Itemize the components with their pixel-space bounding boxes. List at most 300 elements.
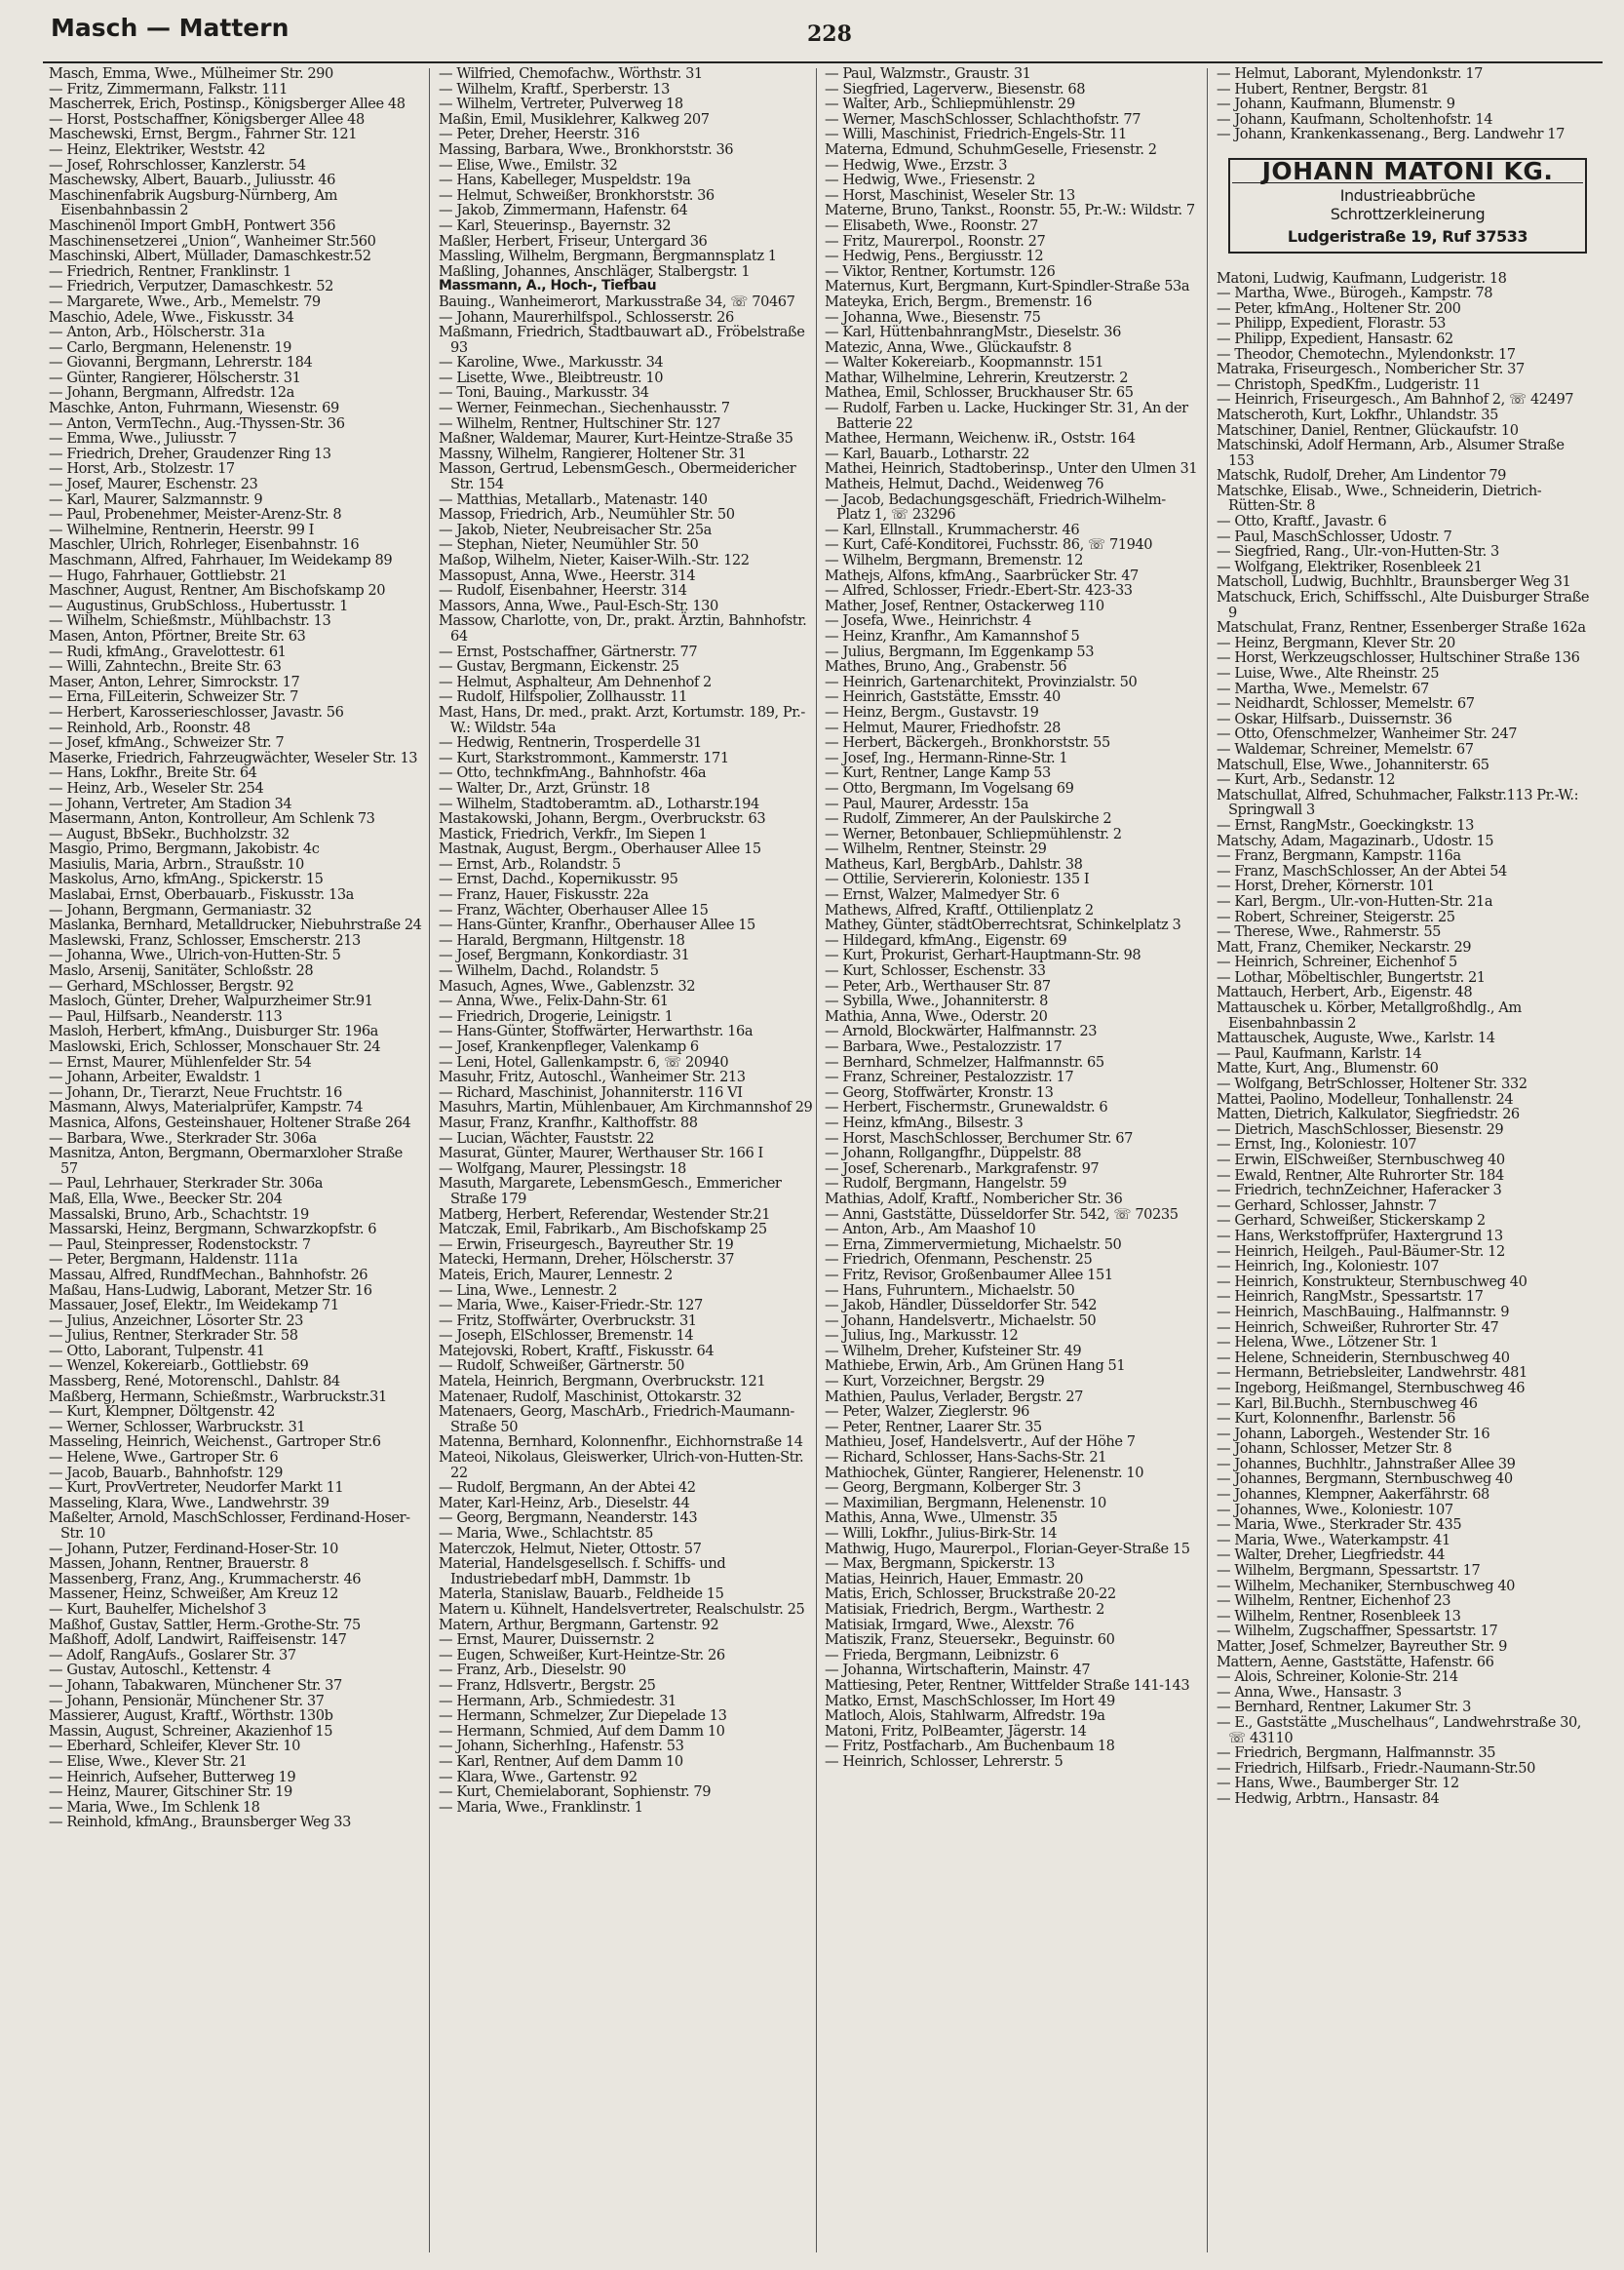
directory-entry: — Arnold, Blockwärter, Halfmannstr. 23	[825, 1023, 1098, 1040]
directory-entry: — Jakob, Nieter, Neubreisacher Str. 25a	[439, 521, 712, 538]
directory-entry: — Toni, Bauing., Markusstr. 34	[439, 384, 649, 402]
directory-entry: Massen, Johann, Rentner, Brauerstr. 8	[49, 1555, 309, 1573]
directory-entry: — Wilhelm, Zugschaffner, Spessartstr. 17	[1217, 1623, 1498, 1640]
directory-entry: Maschinski, Albert, Müllader, Damaschkestr.52	[49, 248, 371, 265]
directory-entry: — Karl, Steuerinsp., Bayernstr. 32	[439, 216, 672, 234]
directory-entry: — Kurt, Bauhelfer, Michelshof 3	[49, 1600, 267, 1618]
directory-entry: — Siegfried, Lagerverw., Biesenstr. 68	[825, 80, 1086, 98]
directory-entry: — Willi, Zahntechn., Breite Str. 63	[49, 658, 282, 676]
directory-entry: — Peter, Rentner, Laarer Str. 35	[825, 1418, 1042, 1435]
directory-entry: Mathews, Alfred, Kraftf., Ottilienplatz 2	[825, 901, 1094, 919]
directory-entry: — Elisabeth, Wwe., Roonstr. 27	[825, 216, 1039, 234]
directory-entry: — Franz, MaschSchlosser, An der Abtei 54	[1217, 862, 1507, 880]
directory-entry: Matraka, Friseurgesch., Nombericher Str. 37	[1217, 361, 1525, 378]
directory-entry: — Johann, Tabakwaren, Münchener Str. 37	[49, 1676, 342, 1694]
column-divider	[816, 68, 817, 2252]
directory-entry: — Johann, Rollgangfhr., Düppelstr. 88	[825, 1145, 1082, 1162]
directory-entry: — Werner, MaschSchlosser, Schlachthofstr. 77	[825, 110, 1141, 128]
directory-entry: — Wilhelm, Rentner, Eichenhof 23	[1217, 1592, 1451, 1610]
directory-entry: Matscholl, Ludwig, Buchhltr., Braunsberger Weg 31	[1217, 573, 1571, 591]
directory-entry: — Harald, Bergmann, Hiltgenstr. 18	[439, 931, 685, 949]
directory-entry: — Werner, Schlosser, Warbruckstr. 31	[49, 1418, 306, 1435]
directory-entry: Maskolus, Arno, kfmAng., Spickerstr. 15	[49, 871, 324, 888]
directory-entry: — Johann, Schlosser, Metzer Str. 8	[1217, 1440, 1452, 1458]
directory-entry: Massny, Wilhelm, Rangierer, Holtener Str. 31	[439, 445, 747, 462]
directory-entry: Mathia, Anna, Wwe., Oderstr. 20	[825, 1007, 1048, 1025]
directory-entry: — Paul, Walzmstr., Graustr. 31	[825, 65, 1031, 82]
directory-entry: — Christoph, SpedKfm., Ludgeristr. 11	[1217, 375, 1481, 393]
directory-entry: — Otto, Bergmann, Im Vogelsang 69	[825, 779, 1074, 797]
directory-entry: — Josefa, Wwe., Heinrichstr. 4	[825, 612, 1031, 630]
directory-entry: — Helena, Wwe., Lötzener Str. 1	[1217, 1334, 1439, 1351]
directory-entry: — Johann, Krankenkassenang., Berg. Landwehr 17	[1217, 126, 1565, 143]
directory-entry: — Peter, Dreher, Heerstr. 316	[439, 126, 639, 143]
directory-entry: — Heinz, Bergmann, Klever Str. 20	[1217, 634, 1455, 651]
directory-entry: — Herbert, Karosserieschlosser, Javastr. 56	[49, 703, 344, 721]
directory-entry: Matloch, Alois, Stahlwarm, Alfredstr. 19a	[825, 1707, 1105, 1725]
directory-entry: Materla, Stanislaw, Bauarb., Feldheide 15	[439, 1585, 724, 1603]
directory-entry: — Rudolf, Zimmerer, An der Paulskirche 2	[825, 810, 1112, 828]
directory-entry: — Wilhelmine, Rentnerin, Heerstr. 99 I	[49, 521, 314, 538]
directory-entry: — Karoline, Wwe., Markusstr. 34	[439, 354, 664, 372]
directory-entry: — Hans, Fuhruntern., Michaelstr. 50	[825, 1281, 1075, 1299]
directory-entry: — Kurt, Arb., Sedanstr. 12	[1217, 771, 1396, 789]
directory-entry: Maschio, Adele, Wwe., Fiskusstr. 34	[49, 308, 294, 326]
directory-entry: — Paul, Steinpresser, Rodenstockstr. 7	[49, 1235, 311, 1253]
directory-entry: — Heinrich, Ing., Koloniestr. 107	[1217, 1258, 1440, 1275]
directory-entry: — Hans, Kabelleger, Muspeldstr. 19a	[439, 172, 691, 189]
directory-entry: Maschner, August, Rentner, Am Bischofskamp 20	[49, 582, 386, 600]
directory-entry: Matejovski, Robert, Kraftf., Fiskusstr. 64	[439, 1342, 715, 1359]
directory-entry: — Peter, Arb., Werthauser Str. 87	[825, 977, 1051, 995]
column-divider	[1207, 68, 1208, 2252]
directory-entry: — Georg, Stoffwärter, Kronstr. 13	[825, 1083, 1054, 1101]
directory-entry: Mathei, Heinrich, Stadtoberinsp., Unter den Ulmen 31	[825, 460, 1198, 478]
directory-entry: Masson, Gertrud, LebensmGesch., Obermeidericher Str. 154	[439, 460, 796, 493]
directory-column-1	[49, 66, 423, 1830]
directory-entry: Masuth, Margarete, LebensmGesch., Emmericher Straße 179	[439, 1175, 782, 1207]
directory-entry: Matschinski, Adolf Hermann, Arb., Alsumer Straße 153	[1217, 437, 1565, 469]
directory-entry: Matisiak, Irmgard, Wwe., Alexstr. 76	[825, 1616, 1074, 1633]
directory-entry: Maßhof, Gustav, Sattler, Herm.-Grothe-Str. 75	[49, 1616, 361, 1633]
directory-entry: — Julius, Anzeichner, Lösorter Str. 23	[49, 1311, 303, 1329]
directory-entry: — Peter, Walzer, Zieglerstr. 96	[825, 1403, 1029, 1421]
directory-entry: — Wilhelm, Dreher, Kufsteiner Str. 49	[825, 1342, 1082, 1359]
directory-entry: Matberg, Herbert, Referendar, Westender Str.21	[439, 1205, 771, 1223]
directory-entry: — Jakob, Händler, Düsseldorfer Str. 542	[825, 1297, 1098, 1314]
directory-entry: — Friedrich, Dreher, Graudenzer Ring 13	[49, 445, 331, 462]
directory-entry: — Fritz, Postfacharb., Am Buchenbaum 18	[825, 1738, 1115, 1755]
directory-entry: — Wilfried, Chemofachw., Wörthstr. 31	[439, 65, 703, 82]
directory-entry: — Johann, Dr., Tierarzt, Neue Fruchtstr. 16	[49, 1083, 342, 1101]
directory-entry: — Wilhelm, Rentner, Rosenbleek 13	[1217, 1607, 1461, 1624]
directory-entry: — Paul, Probenehmer, Meister-Arenz-Str. 8	[49, 506, 342, 524]
directory-entry: Matczak, Emil, Fabrikarb., Am Bischofskamp 25	[439, 1221, 767, 1238]
directory-entry: — Fritz, Zimmermann, Falkstr. 111	[49, 80, 288, 98]
directory-entry: — Eugen, Schweißer, Kurt-Heintze-Str. 26	[439, 1646, 725, 1663]
directory-entry: — Margarete, Wwe., Arb., Memelstr. 79	[49, 293, 321, 310]
directory-entry: — Ernst, Postschaffner, Gärtnerstr. 77	[439, 643, 698, 660]
directory-entry: Matezic, Anna, Wwe., Glückaufstr. 8	[825, 338, 1072, 356]
directory-entry: Maslabai, Ernst, Oberbauarb., Fiskusstr. 13a	[49, 886, 354, 904]
directory-entry: Mathiebe, Erwin, Arb., Am Grünen Hang 51	[825, 1357, 1126, 1375]
directory-entry: — Hugo, Fahrhauer, Gottliebstr. 21	[49, 567, 288, 584]
directory-entry: Matecki, Hermann, Dreher, Hölscherstr. 37	[439, 1251, 735, 1269]
directory-entry: — Lucian, Wächter, Fauststr. 22	[439, 1129, 654, 1147]
directory-entry: — Gerhard, Schweißer, Stickerskamp 2	[1217, 1212, 1486, 1230]
directory-entry: Massling, Wilhelm, Bergmann, Bergmannsplatz 1	[439, 248, 777, 265]
directory-entry: Masmann, Alwys, Materialprüfer, Kampstr. 74	[49, 1099, 364, 1116]
directory-entry: — Wilhelm, Dachd., Rolandstr. 5	[439, 962, 659, 980]
directory-entry: — Ernst, Maurer, Mühlenfelder Str. 54	[49, 1053, 312, 1071]
directory-entry: — Ingeborg, Heißmangel, Sternbuschweg 46	[1217, 1379, 1526, 1396]
directory-entry: — Friedrich, Ofenmann, Peschenstr. 25	[825, 1251, 1093, 1269]
directory-entry: Mattern, Aenne, Gaststätte, Hafenstr. 66	[1217, 1653, 1494, 1670]
directory-entry: — Josef, Rohrschlosser, Kanzlerstr. 54	[49, 156, 306, 174]
directory-entry: — Anni, Gaststätte, Düsseldorfer Str. 542, ☏ 70235	[825, 1205, 1179, 1223]
directory-entry: Maßop, Wilhelm, Nieter, Kaiser-Wilh.-Str. 122	[439, 552, 750, 568]
directory-entry: — Friedrich, Rentner, Franklinstr. 1	[49, 262, 291, 280]
directory-entry: — Helene, Schneiderin, Sternbuschweg 40	[1217, 1349, 1510, 1366]
directory-entry: — Karl, Bil.Buchh., Sternbuschweg 46	[1217, 1394, 1478, 1412]
directory-entry: Maßner, Waldemar, Maurer, Kurt-Heintze-Straße 35	[439, 430, 793, 448]
directory-entry: Matela, Heinrich, Bergmann, Overbruckstr. 121	[439, 1373, 766, 1390]
directory-entry: — Waldemar, Schreiner, Memelstr. 67	[1217, 740, 1474, 758]
directory-entry: — Heinrich, Friseurgesch., Am Bahnhof 2, ☏ 42497	[1217, 391, 1574, 409]
directory-entry: Maschinenöl Import GmbH, Pontwert 356	[49, 216, 336, 234]
directory-entry: — Max, Bergmann, Spickerstr. 13	[825, 1555, 1055, 1573]
directory-entry: Maschinensetzerei „Union“, Wanheimer Str.560	[49, 232, 376, 250]
directory-entry: — Ottilie, Serviererin, Koloniestr. 135 I	[825, 871, 1090, 888]
directory-entry: — Heinrich, Schreiner, Eichenhof 5	[1217, 954, 1457, 971]
directory-entry: — Martha, Wwe., Bürogeh., Kampstr. 78	[1217, 285, 1493, 302]
directory-entry: Masch, Emma, Wwe., Mülheimer Str. 290	[49, 65, 333, 82]
directory-entry: Mattauschek u. Körber, Metallgroßhdlg., Am Eisenbahnbassin 2	[1217, 999, 1522, 1032]
directory-entry: — Jacob, Bedachungsgeschäft, Friedrich-Wilhelm-Platz 1, ☏ 23296	[825, 490, 1166, 524]
directory-entry: — Rudolf, Schweißer, Gärtnerstr. 50	[439, 1357, 685, 1375]
directory-entry: — Kurt, Kolonnenfhr., Barlenstr. 56	[1217, 1410, 1455, 1428]
directory-entry: — Johann, Laborgeh., Westender Str. 16	[1217, 1425, 1490, 1442]
directory-entry: Massenberg, Franz, Ang., Krummacherstr. 46	[49, 1570, 362, 1587]
directory-entry: Materna, Edmund, SchuhmGeselle, Friesenstr. 2	[825, 140, 1157, 158]
directory-entry: Masuhrs, Martin, Mühlenbauer, Am Kirchmannshof 29	[439, 1099, 813, 1116]
directory-entry: — Heinrich, Aufseher, Butterweg 19	[49, 1768, 296, 1785]
directory-entry: — Herbert, Fischermstr., Grunewaldstr. 6	[825, 1099, 1108, 1116]
directory-entry: — Johanna, Wirtschafterin, Mainstr. 47	[825, 1662, 1091, 1679]
directory-entry: — Franz, Bergmann, Kampstr. 116a	[1217, 847, 1461, 865]
directory-entry: — Jakob, Zimmermann, Hafenstr. 64	[439, 202, 688, 219]
directory-entry: — Josef, Krankenpfleger, Valenkamp 6	[439, 1038, 699, 1055]
directory-entry: — Johann, Maurerhilfspol., Schlosserstr. 26	[439, 308, 734, 326]
directory-entry: Massin, August, Schreiner, Akazienhof 15	[49, 1722, 333, 1740]
directory-entry: — Walter, Arb., Schliepmühlenstr. 29	[825, 96, 1075, 113]
directory-entry: — Anton, VermTechn., Aug.-Thyssen-Str. 36	[49, 414, 345, 432]
directory-entry: Massalski, Bruno, Arb., Schachtstr. 19	[49, 1205, 309, 1223]
directory-entry: — Hans, Lokfhr., Breite Str. 64	[49, 764, 257, 782]
directory-entry: — Hans, Wwe., Baumberger Str. 12	[1217, 1775, 1459, 1792]
directory-entry: Mathien, Paulus, Verlader, Bergstr. 27	[825, 1388, 1083, 1405]
directory-entry: — Horst, Postschaffner, Königsberger Allee 48	[49, 110, 365, 128]
directory-entry: — Johann, Bergmann, Germaniastr. 32	[49, 901, 312, 919]
directory-entry: — Wenzel, Kokereiarb., Gottliebstr. 69	[49, 1357, 309, 1375]
directory-entry: Matscheroth, Kurt, Lokfhr., Uhlandstr. 35	[1217, 406, 1498, 423]
directory-entry: — Matthias, Metallarb., Matenastr. 140	[439, 490, 708, 508]
directory-entry: — Werner, Feinmechan., Siechenhausstr. 7	[439, 400, 730, 417]
directory-entry: — Heinz, kfmAng., Bilsestr. 3	[825, 1114, 1024, 1131]
directory-entry: — Johanna, Wwe., Biesenstr. 75	[825, 308, 1041, 326]
directory-entry: Masnitza, Anton, Bergmann, Obermarxloher Straße 57	[49, 1145, 403, 1177]
directory-entry: — Walter Kokereiarb., Koopmannstr. 151	[825, 354, 1103, 372]
directory-entry: — Kurt, Klempner, Döltgenstr. 42	[49, 1403, 275, 1421]
directory-entry: — Heinrich, Konstrukteur, Sternbuschweg 40	[1217, 1272, 1527, 1290]
directory-entry: Massop, Friedrich, Arb., Neumühler Str. 50	[439, 506, 735, 524]
directory-entry: Masur, Franz, Kranfhr., Kalthoffstr. 88	[439, 1114, 698, 1131]
directory-entry: — Paul, Lehrhauer, Sterkrader Str. 306a	[49, 1175, 324, 1193]
directory-entry: Mater, Karl-Heinz, Arb., Dieselstr. 44	[439, 1494, 690, 1511]
directory-entry: — Lothar, Möbeltischler, Bungertstr. 21	[1217, 968, 1486, 986]
directory-entry: — Johannes, Klempner, Aakerfährstr. 68	[1217, 1486, 1489, 1504]
directory-entry: Maschinenfabrik Augsburg-Nürnberg, Am Eisenbahnbassin 2	[49, 186, 337, 219]
directory-entry: — Anton, Arb., Hölscherstr. 31a	[49, 324, 265, 341]
directory-entry: — Günter, Rangierer, Hölscherstr. 31	[49, 369, 301, 386]
directory-entry: — Jacob, Bauarb., Bahnhofstr. 129	[49, 1464, 283, 1481]
directory-entry: — Reinhold, kfmAng., Braunsberger Weg 33	[49, 1814, 351, 1831]
directory-entry: — Martha, Wwe., Memelstr. 67	[1217, 680, 1429, 697]
directory-entry: — Julius, Rentner, Sterkrader Str. 58	[49, 1327, 298, 1345]
directory-entry: — Frieda, Bergmann, Leibnizstr. 6	[825, 1646, 1059, 1663]
directory-entry: — Heinz, Elektriker, Weststr. 42	[49, 140, 266, 158]
directory-entry: — Fritz, Revisor, Großenbaumer Allee 151	[825, 1266, 1113, 1283]
directory-entry: Maschler, Ulrich, Rohrleger, Eisenbahnstr. 16	[49, 536, 360, 554]
directory-entry: — Josef, Scherenarb., Markgrafenstr. 97	[825, 1159, 1100, 1177]
directory-entry: Mathes, Bruno, Ang., Grabenstr. 56	[825, 658, 1067, 676]
directory-entry: — Klara, Wwe., Gartenstr. 92	[439, 1768, 638, 1785]
directory-entry: Matheis, Helmut, Dachd., Weidenweg 76	[825, 476, 1104, 493]
directory-entry: — Wilhelm, Mechaniker, Sternbuschweg 40	[1217, 1577, 1515, 1594]
directory-entry: — Anna, Wwe., Hansastr. 3	[1217, 1683, 1402, 1701]
directory-entry: — Johanna, Wwe., Ulrich-von-Hutten-Str. 5	[49, 947, 341, 964]
directory-entry: — Joseph, ElSchlosser, Bremenstr. 14	[439, 1327, 694, 1345]
directory-entry: Matenna, Bernhard, Kolonnenfhr., Eichhornstraße 14	[439, 1433, 803, 1451]
directory-entry: Masiulis, Maria, Arbrn., Straußstr. 10	[49, 855, 304, 873]
directory-entry: — Paul, Hilfsarb., Neanderstr. 113	[49, 1007, 283, 1025]
directory-entry: — Karl, HüttenbahnrangMstr., Dieselstr. 36	[825, 324, 1121, 341]
directory-entry: — Johann, Vertreter, Am Stadion 34	[49, 795, 292, 812]
directory-entry: — Johannes, Wwe., Koloniestr. 107	[1217, 1501, 1453, 1518]
directory-entry: Mathieu, Josef, Handelsvertr., Auf der Höhe 7	[825, 1433, 1136, 1451]
directory-entry: Mathwig, Hugo, Maurerpol., Florian-Geyer-Straße 15	[825, 1540, 1190, 1557]
directory-entry: — Kurt, Café-Konditorei, Fuchsstr. 86, ☏ 71940	[825, 536, 1153, 554]
directory-entry: — Gerhard, Schlosser, Jahnstr. 7	[1217, 1196, 1437, 1214]
directory-entry: — Hedwig, Pens., Bergiusstr. 12	[825, 248, 1044, 265]
directory-entry: — Johann, Bergmann, Alfredstr. 12a	[49, 384, 294, 402]
directory-entry: Masloch, Günter, Dreher, Walpurzheimer Str.91	[49, 993, 373, 1010]
directory-entry: — Wilhelm, Vertreter, Pulverweg 18	[439, 96, 683, 113]
directory-entry: Materczok, Helmut, Nieter, Ottostr. 57	[439, 1540, 702, 1557]
directory-entry: — Otto, technkfmAng., Bahnhofstr. 46a	[439, 764, 707, 782]
directory-entry: Matter, Josef, Schmelzer, Bayreuther Str. 9	[1217, 1638, 1507, 1655]
directory-entry: — E., Gaststätte „Muschelhaus“, Landwehrstraße 30, ☏ 43110	[1217, 1713, 1581, 1746]
directory-entry: — Erwin, Friseurgesch., Bayreuther Str. 19	[439, 1235, 734, 1253]
directory-entry: — Hubert, Rentner, Bergstr. 81	[1217, 80, 1429, 98]
directory-entry: — Barbara, Wwe., Sterkrader Str. 306a	[49, 1129, 317, 1147]
page-header-title: Masch — Mattern	[51, 14, 290, 42]
directory-entry: — Werner, Betonbauer, Schliepmühlenstr. 2	[825, 825, 1122, 842]
directory-entry: — Maria, Wwe., Schlachtstr. 85	[439, 1525, 653, 1542]
directory-entry: — Therese, Wwe., Rahmerstr. 55	[1217, 923, 1442, 941]
directory-entry: Matschullat, Alfred, Schuhmacher, Falkstr.113 Pr.-W.: Springwall 3	[1217, 786, 1579, 819]
directory-entry: — Hans, Werkstoffprüfer, Haxtergrund 13	[1217, 1227, 1503, 1244]
directory-entry: — Josef, kfmAng., Schweizer Str. 7	[49, 734, 285, 752]
directory-entry: Matko, Ernst, MaschSchlosser, Im Hort 49	[825, 1692, 1115, 1709]
directory-entry: Mateyka, Erich, Bergm., Bremenstr. 16	[825, 293, 1092, 310]
directory-entry: Mastakowski, Johann, Bergm., Overbruckstr. 63	[439, 810, 766, 828]
directory-entry: — Kurt, ProvVertreter, Neudorfer Markt 11	[49, 1479, 344, 1497]
directory-entry: Maßin, Emil, Musiklehrer, Kalkweg 207	[439, 110, 710, 128]
directory-entry: Matt, Franz, Chemiker, Neckarstr. 29	[1217, 938, 1472, 956]
directory-entry: — Hermann, Schmelzer, Zur Diepelade 13	[439, 1707, 727, 1725]
directory-entry: — Wolfgang, Elektriker, Rosenbleek 21	[1217, 558, 1483, 575]
directory-entry: — Stephan, Nieter, Neumühler Str. 50	[439, 536, 699, 554]
directory-entry: — Friedrich, technZeichner, Haferacker 3	[1217, 1182, 1502, 1199]
directory-entry: Mathejs, Alfons, kfmAng., Saarbrücker Str. 47	[825, 567, 1139, 584]
advertisement-line: Industrieabbrüche	[1339, 185, 1476, 205]
directory-entry: — Friedrich, Drogerie, Leinigstr. 1	[439, 1007, 674, 1025]
directory-entry: — Kurt, Chemielaborant, Sophienstr. 79	[439, 1783, 712, 1801]
directory-entry: — Reinhold, Arb., Roonstr. 48	[49, 719, 251, 736]
directory-entry: — Heinrich, Schweißer, Ruhrorter Str. 47	[1217, 1318, 1499, 1336]
directory-entry: — Gustav, Bergmann, Eickenstr. 25	[439, 658, 679, 676]
directory-entry: — Johannes, Buchhltr., Jahnstraßer Allee 39	[1217, 1455, 1516, 1472]
directory-entry: — Franz, Hdlsvertr., Bergstr. 25	[439, 1676, 656, 1694]
directory-entry: — Franz, Schreiner, Pestalozzistr. 17	[825, 1069, 1074, 1086]
directory-entry: — Richard, Maschinist, Johanniterstr. 116 VI	[439, 1083, 743, 1101]
directory-column-3	[825, 66, 1199, 1770]
directory-entry: Masgio, Primo, Bergmann, Jakobistr. 4c	[49, 841, 320, 858]
directory-entry: — Hermann, Arb., Schmiedestr. 31	[439, 1692, 677, 1709]
directory-entry: — Friedrich, Hilfsarb., Friedr.-Naumann-Str.50	[1217, 1759, 1535, 1777]
directory-entry: — Ernst, Maurer, Duissernstr. 2	[439, 1631, 655, 1649]
directory-entry: — Horst, Maschinist, Weseler Str. 13	[825, 186, 1075, 204]
directory-entry: Mathea, Emil, Schlosser, Bruckhauser Str. 65	[825, 384, 1134, 402]
directory-entry: Matoni, Ludwig, Kaufmann, Ludgeristr. 18	[1217, 269, 1507, 287]
directory-entry: — Hedwig, Arbtrn., Hansastr. 84	[1217, 1789, 1440, 1807]
directory-entry: — Maria, Wwe., Waterkampstr. 41	[1217, 1531, 1450, 1548]
directory-entry: — Viktor, Rentner, Kortumstr. 126	[825, 262, 1056, 280]
directory-entry: Massow, Charlotte, von, Dr., prakt. Ärztin, Bahnhofstr. 64	[439, 612, 807, 645]
directory-entry: — Siegfried, Rang., Ulr.-von-Hutten-Str. 3	[1217, 543, 1499, 561]
directory-entry: Maschke, Anton, Fuhrmann, Wiesenstr. 69	[49, 400, 339, 417]
directory-entry: — Walter, Dr., Arzt, Grünstr. 18	[439, 779, 650, 797]
directory-entry: — Ernst, Arb., Rolandstr. 5	[439, 855, 621, 873]
directory-entry: Mathiochek, Günter, Rangierer, Helenenstr. 10	[825, 1464, 1144, 1481]
directory-entry: Matias, Heinrich, Hauer, Emmastr. 20	[825, 1570, 1084, 1587]
directory-entry: Mather, Josef, Rentner, Ostackerweg 110	[825, 597, 1104, 614]
directory-entry: — Karl, Maurer, Salzmannstr. 9	[49, 490, 263, 508]
directory-entry: Massopust, Anna, Wwe., Heerstr. 314	[439, 567, 696, 584]
directory-entry: — Oskar, Hilfsarb., Duissernstr. 36	[1217, 710, 1452, 727]
directory-entry: — Otto, Kraftf., Javastr. 6	[1217, 513, 1387, 530]
directory-entry: Maß, Ella, Wwe., Beecker Str. 204	[49, 1190, 283, 1207]
directory-entry: — Johann, Arbeiter, Ewaldstr. 1	[49, 1069, 262, 1086]
directory-entry: Matis, Erich, Schlosser, Bruckstraße 20-22	[825, 1585, 1116, 1603]
directory-entry: Maßmann, Friedrich, Stadtbauwart aD., Fröbelstraße 93	[439, 324, 805, 356]
column-divider	[429, 68, 430, 2252]
directory-entry: — Peter, kfmAng., Holtener Str. 200	[1217, 299, 1461, 317]
directory-entry: Matte, Kurt, Ang., Blumenstr. 60	[1217, 1060, 1439, 1077]
directory-entry: — Neidhardt, Schlosser, Memelstr. 67	[1217, 695, 1475, 713]
directory-entry: Mastick, Friedrich, Verkfr., Im Siepen 1	[439, 825, 708, 842]
directory-entry: — Heinz, Kranfhr., Am Kamannshof 5	[825, 627, 1080, 645]
directory-entry: — Karl, Bergm., Ulr.-von-Hutten-Str. 21a	[1217, 892, 1493, 910]
directory-entry: — Ernst, Ing., Koloniestr. 107	[1217, 1136, 1417, 1154]
directory-entry: — Wolfgang, Maurer, Plessingstr. 18	[439, 1159, 686, 1177]
directory-entry: Mastnak, August, Bergm., Oberhauser Allee 15	[439, 841, 761, 858]
directory-entry: Matschke, Elisab., Wwe., Schneiderin, Dietrich-Rütten-Str. 8	[1217, 482, 1542, 515]
directory-entry: — Heinrich, Heilgeh., Paul-Bäumer-Str. 12	[1217, 1242, 1505, 1260]
directory-entry: — Hedwig, Rentnerin, Trosperdelle 31	[439, 734, 702, 752]
directory-entry: — Maximilian, Bergmann, Helenenstr. 10	[825, 1494, 1106, 1511]
directory-entry: — Lisette, Wwe., Bleibtreustr. 10	[439, 369, 664, 386]
directory-entry: — Herbert, Bäckergeh., Bronkhorststr. 55	[825, 734, 1110, 752]
directory-entry: Mascherrek, Erich, Postinsp., Königsberger Allee 48	[49, 96, 406, 113]
directory-entry: — Rudolf, Hilfspolier, Zollhausstr. 11	[439, 688, 687, 706]
directory-entry: — Johann, Kaufmann, Blumenstr. 9	[1217, 96, 1455, 113]
directory-entry: Massmann, A., Hoch-, Tiefbau	[439, 278, 657, 294]
directory-entry: — Wilhelm, Rentner, Hultschiner Str. 127	[439, 414, 721, 432]
directory-entry: — Barbara, Wwe., Pestalozzistr. 17	[825, 1038, 1063, 1055]
directory-entry: Matiszik, Franz, Steuersekr., Beguinstr. 60	[825, 1631, 1115, 1649]
directory-entry: — Fritz, Maurerpol., Roonstr. 27	[825, 232, 1046, 250]
directory-entry: — Maria, Wwe., Kaiser-Friedr.-Str. 127	[439, 1297, 703, 1314]
directory-entry: Matoni, Fritz, PolBeamter, Jägerstr. 14	[825, 1722, 1087, 1740]
directory-entry: Maternus, Kurt, Bergmann, Kurt-Spindler-Straße 53a	[825, 278, 1190, 295]
directory-entry: — Hedwig, Wwe., Erzstr. 3	[825, 156, 1008, 174]
directory-entry: — Heinrich, RangMstr., Spessartstr. 17	[1217, 1288, 1484, 1306]
directory-entry: Maschewski, Ernst, Bergm., Fahrner Str. 121	[49, 126, 358, 143]
directory-entry: — Julius, Ing., Markusstr. 12	[825, 1327, 1019, 1345]
directory-entry: — Giovanni, Bergmann, Lehrerstr. 184	[49, 354, 313, 372]
directory-entry: — Horst, Arb., Stolzestr. 17	[49, 460, 235, 478]
directory-entry: — Peter, Bergmann, Haldenstr. 111a	[49, 1251, 298, 1269]
directory-entry: Mattei, Paolino, Modelleur, Tonhallenstr. 24	[1217, 1090, 1514, 1108]
directory-entry: — Kurt, Rentner, Lange Kamp 53	[825, 764, 1051, 782]
directory-column-2	[439, 66, 813, 1815]
directory-entry: — Fritz, Stoffwärter, Overbruckstr. 31	[439, 1311, 697, 1329]
directory-entry: Masen, Anton, Pförtner, Breite Str. 63	[49, 627, 306, 645]
directory-entry: — Helene, Wwe., Gartroper Str. 6	[49, 1449, 279, 1467]
directory-entry: — Gustav, Autoschl., Kettenstr. 4	[49, 1662, 271, 1679]
directory-entry: — Josef, Bergmann, Konkordiastr. 31	[439, 947, 690, 964]
directory-entry: — Ernst, RangMstr., Goeckingkstr. 13	[1217, 816, 1474, 834]
directory-entry: — Ernst, Walzer, Malmedyer Str. 6	[825, 886, 1060, 904]
directory-entry: — Leni, Hotel, Gallenkampstr. 6, ☏ 20940	[439, 1053, 729, 1071]
directory-entry: — Wilhelm, Schießmstr., Mühlbachstr. 13	[49, 612, 331, 630]
directory-entry: Masseling, Heinrich, Weichenst., Gartroper Str.6	[49, 1433, 381, 1451]
directory-entry: — Johann, SicherhIng., Hafenstr. 53	[439, 1738, 684, 1755]
directory-entry: — Luise, Wwe., Alte Rheinstr. 25	[1217, 665, 1440, 682]
directory-entry: Matenaer, Rudolf, Maschinist, Ottokarstr. 32	[439, 1388, 742, 1405]
directory-entry: — Sybilla, Wwe., Johanniterstr. 8	[825, 993, 1048, 1010]
directory-entry: Massberg, René, Motorenschl., Dahlstr. 84	[49, 1373, 340, 1390]
directory-entry: — Kurt, Vorzeichner, Bergstr. 29	[825, 1373, 1045, 1390]
directory-entry: Maslanka, Bernhard, Metalldrucker, Niebuhrstraße 24	[49, 917, 422, 934]
directory-entry: — Paul, MaschSchlosser, Udostr. 7	[1217, 528, 1452, 545]
directory-entry: Maßberg, Hermann, Schießmstr., Warbruckstr.31	[49, 1388, 387, 1405]
directory-entry: — Helmut, Schweißer, Bronkhorststr. 36	[439, 186, 715, 204]
directory-entry: Mateis, Erich, Maurer, Lennestr. 2	[439, 1266, 673, 1283]
directory-entry: — Kurt, Starkstrommont., Kammerstr. 171	[439, 749, 729, 766]
